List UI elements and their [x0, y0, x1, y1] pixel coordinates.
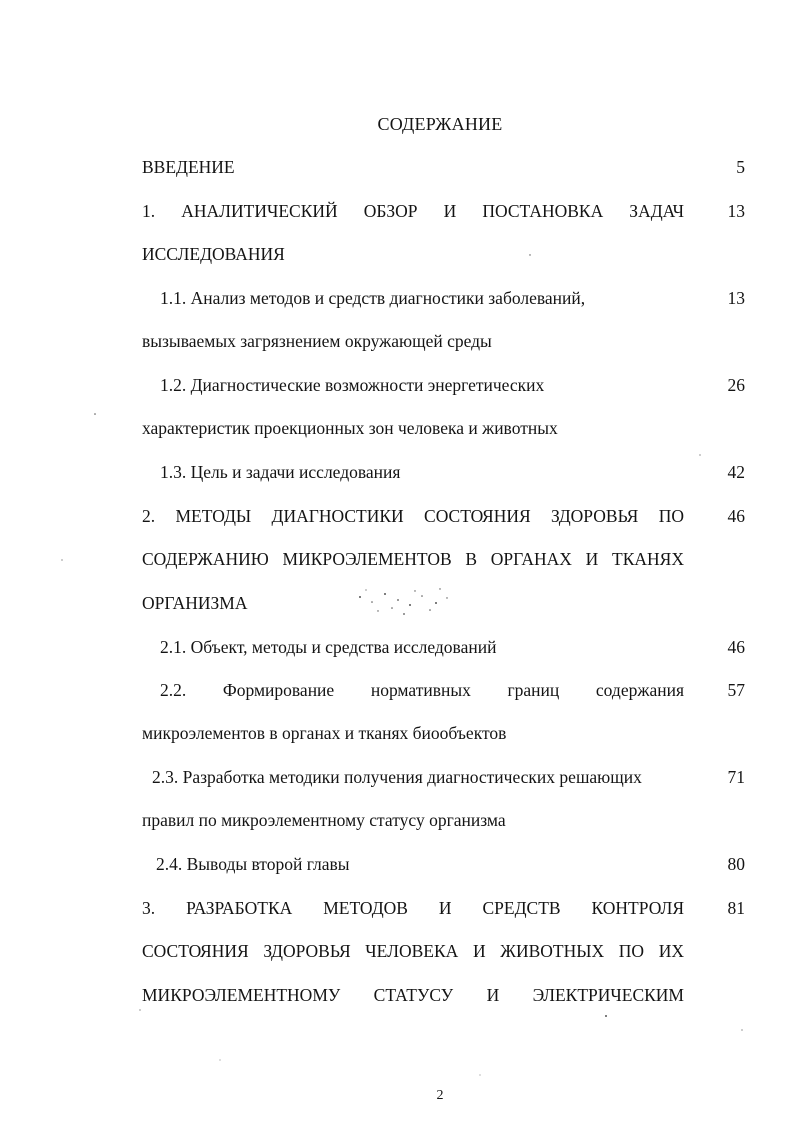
- toc-entry-section-1-2-cont: характеристик проекционных зон человека и животных: [142, 418, 558, 438]
- toc-entry-chapter-1: 1. АНАЛИТИЧЕСКИЙ ОБЗОР И ПОСТАНОВКА ЗАДАЧ: [142, 201, 684, 221]
- toc-page-section-1-2: 26: [727, 375, 745, 395]
- toc-entry-intro: ВВЕДЕНИЕ: [142, 157, 235, 177]
- toc-entry-section-2-2: 2.2. Формирование нормативных границ содержания: [160, 680, 684, 700]
- toc-page-section-1-3: 42: [727, 462, 745, 482]
- toc-entry-section-2-4: 2.4. Выводы второй главы: [156, 854, 350, 874]
- toc-entry-section-2-3-cont: правил по микроэлементному статусу организма: [142, 810, 506, 830]
- toc-entry-section-1-3: 1.3. Цель и задачи исследования: [160, 462, 401, 482]
- toc-entry-chapter-2-cont-1: СОДЕРЖАНИЮ МИКРОЭЛЕМЕНТОВ В ОРГАНАХ И ТКАНЯХ: [142, 549, 684, 569]
- toc-entry-section-1-2: 1.2. Диагностические возможности энергетических: [160, 375, 545, 395]
- toc-entry-chapter-2-cont-2: ОРГАНИЗМА: [142, 593, 248, 613]
- toc-entry-chapter-1-cont: ИССЛЕДОВАНИЯ: [142, 244, 285, 264]
- page-number: 2: [436, 1088, 444, 1103]
- toc-entry-section-1-1-cont: вызываемых загрязнением окружающей среды: [142, 331, 492, 351]
- toc-page-section-2-3: 71: [727, 767, 745, 787]
- toc-entry-chapter-2: 2. МЕТОДЫ ДИАГНОСТИКИ СОСТОЯНИЯ ЗДОРОВЬЯ ПО: [142, 506, 684, 526]
- toc-page-section-2-2: 57: [727, 680, 745, 700]
- toc-entry-chapter-3: 3. РАЗРАБОТКА МЕТОДОВ И СРЕДСТВ КОНТРОЛЯ: [142, 898, 684, 918]
- toc-entry-chapter-3-cont-1: СОСТОЯНИЯ ЗДОРОВЬЯ ЧЕЛОВЕКА И ЖИВОТНЫХ ПО ИХ: [142, 941, 684, 961]
- toc-page-intro: 5: [736, 157, 745, 177]
- toc-title: СОДЕРЖАНИЕ: [377, 114, 503, 134]
- toc-page-chapter-3: 81: [727, 898, 745, 918]
- toc-page-section-1-1: 13: [727, 288, 745, 308]
- toc-entry-section-2-1: 2.1. Объект, методы и средства исследований: [160, 637, 497, 657]
- toc-entry-section-2-3: 2.3. Разработка методики получения диагностических решающих: [152, 767, 642, 787]
- toc-entry-section-1-1: 1.1. Анализ методов и средств диагностики заболеваний,: [160, 288, 586, 308]
- toc-page-section-2-4: 80: [727, 854, 745, 874]
- toc-page-chapter-2: 46: [727, 506, 745, 526]
- toc-entry-section-2-2-cont: микроэлементов в органах и тканях биообъектов: [142, 723, 507, 743]
- toc-page-section-2-1: 46: [727, 637, 745, 657]
- toc-entry-chapter-3-cont-2: МИКРОЭЛЕМЕНТНОМУ СТАТУСУ И ЭЛЕКТРИЧЕСКИМ: [142, 985, 684, 1005]
- toc-page-chapter-1: 13: [727, 201, 745, 221]
